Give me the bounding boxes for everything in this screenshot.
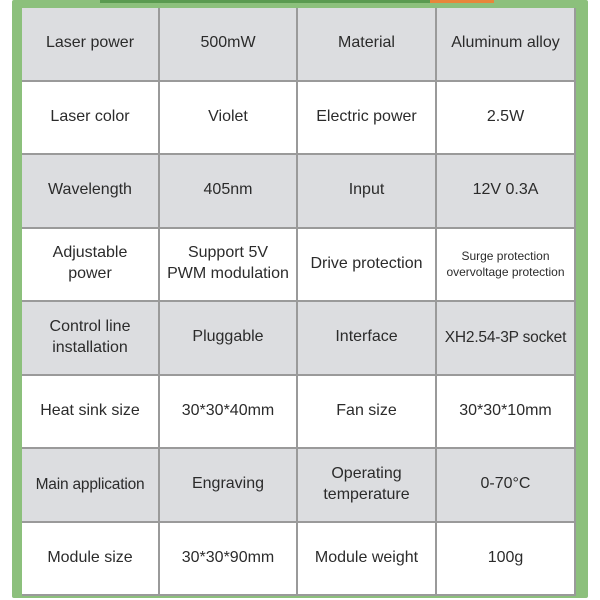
spec-label: Main application (22, 449, 160, 523)
spec-label: Electric power (298, 82, 437, 156)
spec-value: Aluminum alloy (437, 8, 576, 82)
spec-value: Engraving (160, 449, 298, 523)
spec-label: Material (298, 8, 437, 82)
spec-label: Fan size (298, 376, 437, 450)
spec-value: Violet (160, 82, 298, 156)
spec-table (22, 8, 576, 596)
spec-value: 30*30*10mm (437, 376, 576, 450)
spec-label: Heat sink size (22, 376, 160, 450)
spec-label: Module weight (298, 523, 437, 597)
spec-value: 500mW (160, 8, 298, 82)
spec-value: 405nm (160, 155, 298, 229)
spec-value: 2.5W (437, 82, 576, 156)
spec-value: 30*30*90mm (160, 523, 298, 597)
spec-label: Laser power (22, 8, 160, 82)
spec-value: 12V 0.3A (437, 155, 576, 229)
spec-value: Surge protection overvoltage protection (437, 229, 576, 303)
spec-value: Pluggable (160, 302, 298, 376)
spec-label: Drive protection (298, 229, 437, 303)
spec-value: Support 5V PWM modulation (160, 229, 298, 303)
spec-label: Wavelength (22, 155, 160, 229)
spec-label: Module size (22, 523, 160, 597)
spec-label: Laser color (22, 82, 160, 156)
spec-value: 0-70°C (437, 449, 576, 523)
spec-value: 30*30*40mm (160, 376, 298, 450)
spec-value: XH2.54-3P socket (437, 302, 576, 376)
top-decor-accent (430, 0, 494, 3)
spec-label: Control line installation (22, 302, 160, 376)
spec-label: Adjustable power (22, 229, 160, 303)
spec-label: Interface (298, 302, 437, 376)
top-decor-bar (100, 0, 430, 3)
spec-label: Operating temperature (298, 449, 437, 523)
spec-value: 100g (437, 523, 576, 597)
spec-label: Input (298, 155, 437, 229)
